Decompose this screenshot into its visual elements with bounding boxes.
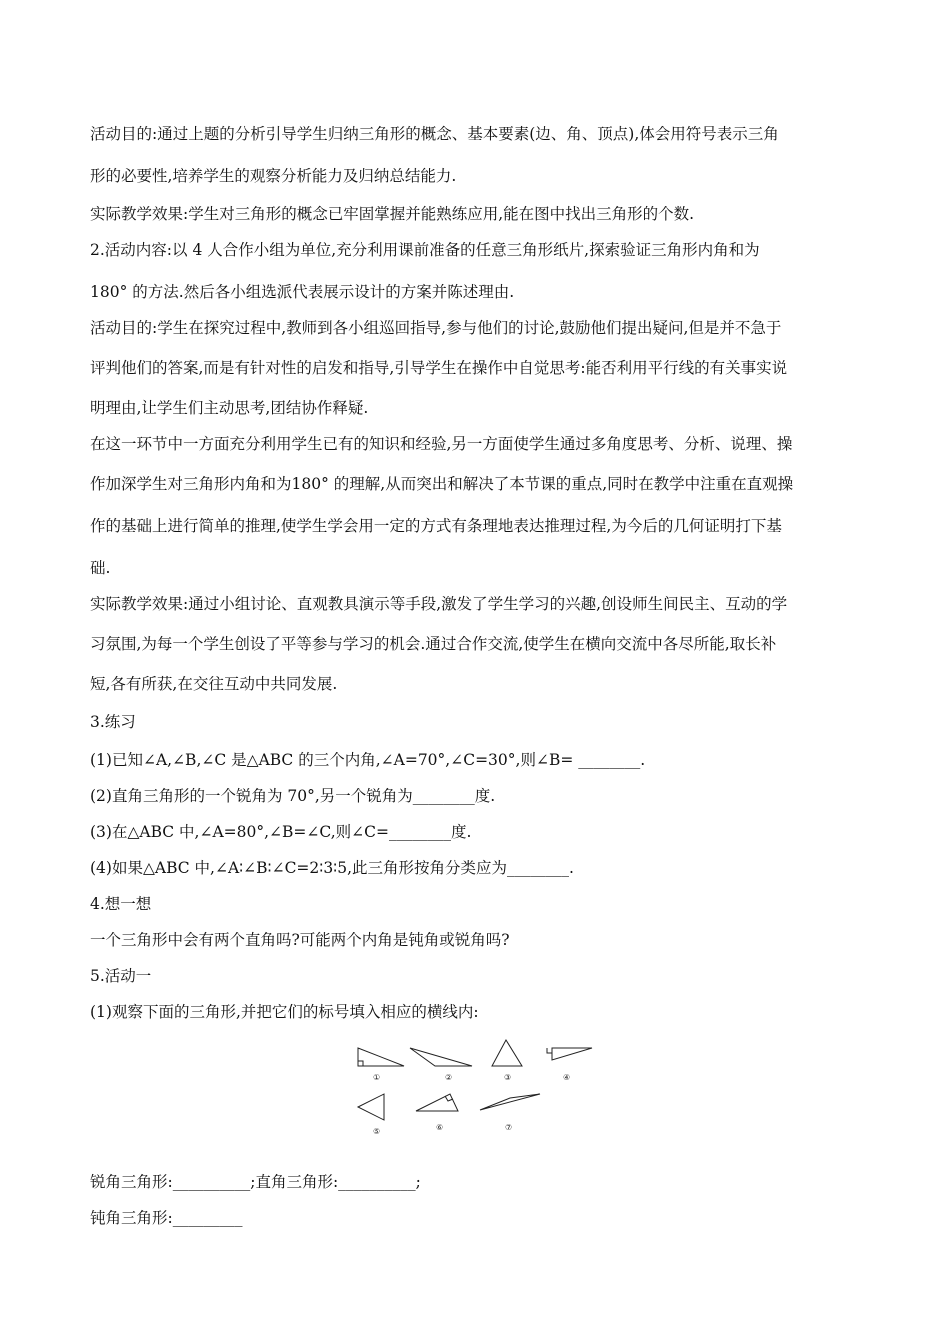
text-line: 形的必要性,培养学生的观察分析能力及归纳总结能力. — [90, 167, 457, 185]
label-7: ⑦ — [505, 1123, 513, 1132]
exercise-item: (3)在△ABC 中,∠A=80°,∠B=∠C,则∠C=________度. — [90, 823, 472, 841]
label-5: ⑤ — [373, 1127, 381, 1136]
label-1: ① — [373, 1073, 381, 1082]
triangle-2 — [410, 1048, 472, 1082]
answer-line: 钝角三角形:_________ — [90, 1209, 243, 1227]
triangles-figure — [340, 1036, 610, 1146]
triangle-4 — [547, 1048, 592, 1082]
section-heading: 4.想一想 — [90, 895, 152, 913]
label-4: ④ — [563, 1073, 571, 1082]
text-line: 2.活动内容:以 4 人合作小组为单位,充分利用课前准备的任意三角形纸片,探索验证三角形内角和为 — [90, 241, 760, 259]
text-line: 实际教学效果:学生对三角形的概念已牢固掌握并能熟练应用,能在图中找出三角形的个数. — [90, 205, 695, 223]
text-line: 180° 的方法.然后各小组选派代表展示设计的方案并陈述理由. — [90, 283, 515, 301]
exercise-item: (1)已知∠A,∠B,∠C 是△ABC 的三个内角,∠A=70°,∠C=30°,则∠B= ________. — [90, 751, 646, 769]
label-3: ③ — [504, 1073, 512, 1082]
text-line: 一个三角形中会有两个直角吗?可能两个内角是钝角或锐角吗? — [90, 931, 510, 949]
section-heading: 5.活动一 — [90, 967, 152, 985]
text-line: 短,各有所获,在交往互动中共同发展. — [90, 675, 338, 693]
exercise-item: (4)如果△ABC 中,∠A∶∠B∶∠C=2∶3∶5,此三角形按角分类应为________. — [90, 859, 574, 877]
answer-line: 锐角三角形:__________;直角三角形:__________; — [90, 1173, 421, 1191]
exercise-item: (2)直角三角形的一个锐角为 70°,另一个锐角为________度. — [90, 787, 496, 805]
text-line: 作的基础上进行简单的推理,使学生学会用一定的方式有条理地表达推理过程,为今后的几何证明打下基 — [90, 517, 782, 535]
triangle-7 — [480, 1094, 540, 1132]
text-line: 习氛围,为每一个学生创设了平等参与学习的机会.通过合作交流,使学生在横向交流中各尽所能,取长补 — [90, 635, 777, 653]
triangle-1 — [358, 1048, 404, 1082]
text-line: 评判他们的答案,而是有针对性的启发和指导,引导学生在操作中自觉思考:能否利用平行线的有关事实说 — [90, 359, 788, 377]
text-line: 活动目的:学生在探究过程中,教师到各小组巡回指导,参与他们的讨论,鼓励他们提出疑问,但是并不急于 — [90, 319, 782, 337]
text-line: 实际教学效果:通过小组讨论、直观教具演示等手段,激发了学生学习的兴趣,创设师生间民主、互动的学 — [90, 595, 788, 613]
triangle-5 — [358, 1094, 384, 1136]
text-line: 活动目的:通过上题的分析引导学生归纳三角形的概念、基本要素(边、角、顶点),体会用符号表示三角 — [90, 125, 779, 143]
text-line: 在这一环节中一方面充分利用学生已有的知识和经验,另一方面使学生通过多角度思考、分析、说理、操 — [90, 435, 793, 453]
label-6: ⑥ — [436, 1123, 444, 1132]
text-line: 明理由,让学生们主动思考,团结协作释疑. — [90, 399, 369, 417]
text-line: (1)观察下面的三角形,并把它们的标号填入相应的横线内: — [90, 1003, 479, 1021]
triangle-6 — [416, 1094, 458, 1132]
text-line: 作加深学生对三角形内角和为180° 的理解,从而突出和解决了本节课的重点,同时在教学中注重在直观操 — [90, 475, 794, 493]
triangle-3 — [492, 1040, 522, 1082]
label-2: ② — [445, 1073, 453, 1082]
text-line: 础. — [90, 559, 111, 577]
section-heading: 3.练习 — [90, 713, 136, 731]
